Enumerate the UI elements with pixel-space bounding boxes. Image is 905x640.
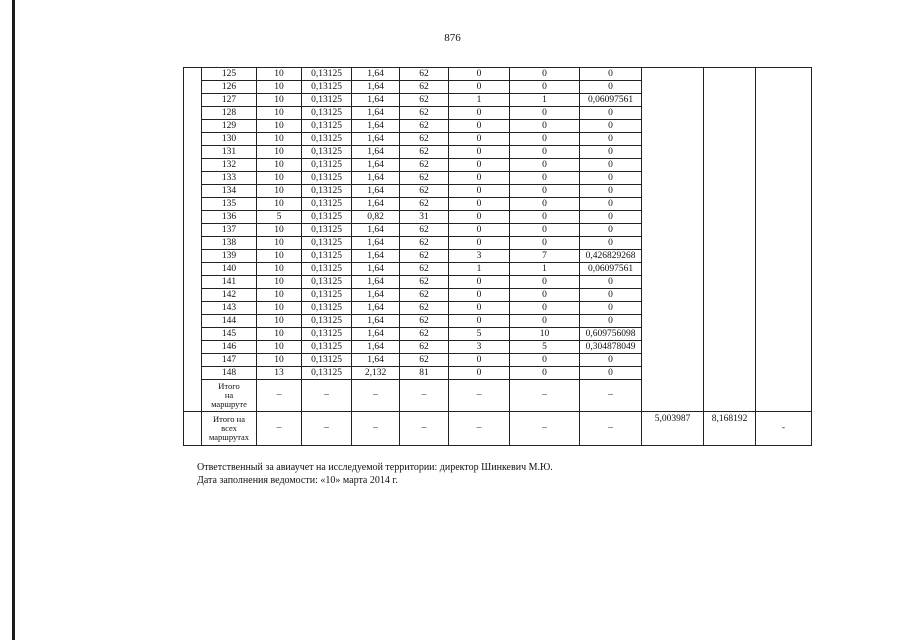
table-cell: 0 — [449, 146, 510, 159]
table-cell: 62 — [400, 159, 449, 172]
table-cell: 0 — [449, 120, 510, 133]
table-cell: 10 — [257, 94, 302, 107]
summary-column-2 — [704, 68, 756, 412]
table-cell: 1,64 — [352, 328, 400, 341]
table-cell: 0,13125 — [302, 81, 352, 94]
table-cell: 62 — [400, 224, 449, 237]
table-cell: 0 — [510, 146, 580, 159]
table-cell: 125 — [202, 68, 257, 81]
table-cell: 0 — [510, 276, 580, 289]
table-cell: 1 — [510, 94, 580, 107]
table-cell: 0 — [580, 133, 642, 146]
table-cell: 1,64 — [352, 94, 400, 107]
all-routes-total-dash: – — [400, 412, 449, 446]
table-cell: 1,64 — [352, 68, 400, 81]
table-cell: 0 — [510, 172, 580, 185]
all-routes-total-label-line: Итого на — [213, 414, 245, 424]
table-cell: 0 — [510, 81, 580, 94]
table-cell: 10 — [257, 159, 302, 172]
table-cell: 62 — [400, 81, 449, 94]
table-cell: 140 — [202, 263, 257, 276]
table-cell: 0,13125 — [302, 237, 352, 250]
all-routes-total-dash: – — [580, 412, 642, 446]
table-cell: 3 — [449, 341, 510, 354]
scan-edge-line — [12, 0, 15, 640]
table-cell: 62 — [400, 289, 449, 302]
all-routes-total-dash: – — [257, 412, 302, 446]
table-cell: 0 — [449, 172, 510, 185]
table-cell: 148 — [202, 367, 257, 380]
table-cell: 1,64 — [352, 159, 400, 172]
table-cell: 0 — [510, 68, 580, 81]
table-cell: 0 — [580, 276, 642, 289]
table-cell: 1,64 — [352, 224, 400, 237]
table-cell: 0,304878049 — [580, 341, 642, 354]
table-cell: 62 — [400, 133, 449, 146]
route-total-label-line: маршруте — [211, 399, 247, 409]
table-cell: 0 — [580, 367, 642, 380]
table-cell: 62 — [400, 328, 449, 341]
table-cell: 13 — [257, 367, 302, 380]
table-cell: 0 — [449, 133, 510, 146]
table-cell: 0 — [510, 237, 580, 250]
route-total-dash: – — [302, 380, 352, 412]
table-cell: 0 — [510, 211, 580, 224]
table-cell: 0 — [449, 68, 510, 81]
table-cell: 1,64 — [352, 354, 400, 367]
table-cell: 0 — [580, 237, 642, 250]
table-cell: 0 — [580, 120, 642, 133]
table-cell: 10 — [257, 263, 302, 276]
table-cell: 142 — [202, 289, 257, 302]
left-margin-cell — [184, 412, 202, 446]
table-cell: 135 — [202, 198, 257, 211]
table-cell: 0,13125 — [302, 185, 352, 198]
table-cell: 0 — [449, 315, 510, 328]
table-cell: 0,13125 — [302, 198, 352, 211]
table-cell: 0,13125 — [302, 68, 352, 81]
table-cell: 0,13125 — [302, 159, 352, 172]
summary-column-3 — [756, 68, 812, 412]
all-routes-total-label-line: всех — [221, 423, 237, 433]
table-cell: 0 — [449, 237, 510, 250]
table-cell: 1,64 — [352, 120, 400, 133]
table-cell: 0,13125 — [302, 120, 352, 133]
table-cell: 62 — [400, 120, 449, 133]
census-table — [183, 67, 812, 446]
table-cell: 143 — [202, 302, 257, 315]
table-cell: 0,13125 — [302, 276, 352, 289]
table-cell: 0,06097561 — [580, 263, 642, 276]
table-cell: 0 — [449, 185, 510, 198]
table-cell: 5 — [257, 211, 302, 224]
table-cell: 0 — [510, 354, 580, 367]
table-cell: 10 — [510, 328, 580, 341]
table-cell: 62 — [400, 315, 449, 328]
table-cell: 131 — [202, 146, 257, 159]
table-cell: 62 — [400, 185, 449, 198]
table-cell: 10 — [257, 302, 302, 315]
table-cell: 62 — [400, 172, 449, 185]
left-margin-cell — [184, 68, 202, 412]
all-routes-total-value-3: - — [756, 412, 812, 446]
table-cell: 0 — [580, 198, 642, 211]
table-cell: 139 — [202, 250, 257, 263]
table-cell: 133 — [202, 172, 257, 185]
table-cell: 0,13125 — [302, 133, 352, 146]
date-line: Дата заполнения ведомости: «10» марта 2014 г. — [197, 475, 398, 486]
all-routes-total-value-2: 8,168192 — [704, 412, 756, 446]
table-cell: 1,64 — [352, 185, 400, 198]
page-number: 876 — [444, 32, 461, 44]
table-cell: 62 — [400, 354, 449, 367]
table-cell: 1,64 — [352, 302, 400, 315]
table-cell: 10 — [257, 107, 302, 120]
table-cell: 0 — [580, 211, 642, 224]
all-routes-total-row — [184, 412, 812, 446]
table-cell: 10 — [257, 250, 302, 263]
table-cell: 0 — [580, 302, 642, 315]
table-cell: 0 — [510, 367, 580, 380]
table-cell: 7 — [510, 250, 580, 263]
table-cell: 10 — [257, 185, 302, 198]
table-cell: 1,64 — [352, 237, 400, 250]
table-cell: 10 — [257, 198, 302, 211]
table-cell: 144 — [202, 315, 257, 328]
table-cell: 0 — [580, 224, 642, 237]
table-cell: 138 — [202, 237, 257, 250]
table-cell: 126 — [202, 81, 257, 94]
table-cell: 0,13125 — [302, 289, 352, 302]
table-cell: 0 — [510, 224, 580, 237]
table-cell: 0 — [580, 81, 642, 94]
table-cell: 0 — [449, 367, 510, 380]
all-routes-total-dash: – — [352, 412, 400, 446]
table-cell: 137 — [202, 224, 257, 237]
route-total-dash: – — [352, 380, 400, 412]
table-cell: 0,13125 — [302, 146, 352, 159]
table-cell: 1 — [449, 263, 510, 276]
table-cell: 0 — [510, 120, 580, 133]
all-routes-total-value-1: 5,003987 — [642, 412, 704, 446]
table-cell: 130 — [202, 133, 257, 146]
table-cell: 0 — [510, 302, 580, 315]
table-cell: 0,13125 — [302, 354, 352, 367]
route-total-dash: – — [580, 380, 642, 412]
table-cell: 62 — [400, 302, 449, 315]
all-routes-total-dash: – — [302, 412, 352, 446]
table-cell: 0,06097561 — [580, 94, 642, 107]
table-cell: 0 — [510, 198, 580, 211]
table-cell: 1 — [510, 263, 580, 276]
table-cell: 62 — [400, 250, 449, 263]
table-cell: 0,82 — [352, 211, 400, 224]
table-cell: 0 — [510, 185, 580, 198]
table-cell: 62 — [400, 94, 449, 107]
table-cell: 10 — [257, 224, 302, 237]
table-cell: 0,13125 — [302, 107, 352, 120]
table-cell: 0,13125 — [302, 263, 352, 276]
all-routes-total-label — [202, 412, 257, 446]
table-cell: 0 — [449, 159, 510, 172]
table-cell: 1,64 — [352, 250, 400, 263]
table-cell: 136 — [202, 211, 257, 224]
table-cell: 10 — [257, 341, 302, 354]
table-cell: 0,13125 — [302, 302, 352, 315]
summary-column-1 — [642, 68, 704, 412]
table-cell: 0 — [449, 198, 510, 211]
footer-block — [197, 461, 553, 487]
table-cell: 1,64 — [352, 107, 400, 120]
table-cell: 1,64 — [352, 172, 400, 185]
table-cell: 2,132 — [352, 367, 400, 380]
table-cell: 0 — [510, 133, 580, 146]
table-cell: 0 — [449, 354, 510, 367]
table-cell: 147 — [202, 354, 257, 367]
table-cell: 134 — [202, 185, 257, 198]
table-cell: 141 — [202, 276, 257, 289]
table-cell: 62 — [400, 263, 449, 276]
table-cell: 5 — [510, 341, 580, 354]
table-cell: 0,13125 — [302, 211, 352, 224]
table-cell: 0 — [510, 289, 580, 302]
table-cell: 146 — [202, 341, 257, 354]
table-cell: 0,13125 — [302, 315, 352, 328]
table-cell: 0 — [580, 354, 642, 367]
table-cell: 62 — [400, 198, 449, 211]
all-routes-total-dash: – — [449, 412, 510, 446]
table-cell: 0 — [580, 289, 642, 302]
table-cell: 3 — [449, 250, 510, 263]
table-cell: 62 — [400, 341, 449, 354]
table-cell: 0,13125 — [302, 328, 352, 341]
table-cell: 0,426829268 — [580, 250, 642, 263]
table-cell: 10 — [257, 237, 302, 250]
table-cell: 10 — [257, 120, 302, 133]
table-cell: 128 — [202, 107, 257, 120]
table-cell: 5 — [449, 328, 510, 341]
table-cell: 0 — [580, 185, 642, 198]
table-cell: 1,64 — [352, 276, 400, 289]
table-cell: 0 — [449, 302, 510, 315]
table-cell: 0 — [449, 276, 510, 289]
table-cell: 1,64 — [352, 289, 400, 302]
all-routes-total-dash: – — [510, 412, 580, 446]
table-cell: 1,64 — [352, 146, 400, 159]
table-cell: 0 — [510, 315, 580, 328]
table-cell: 129 — [202, 120, 257, 133]
table-cell: 0 — [449, 107, 510, 120]
table-cell: 0 — [580, 315, 642, 328]
table-cell: 10 — [257, 68, 302, 81]
table-cell: 132 — [202, 159, 257, 172]
table-cell: 0 — [580, 172, 642, 185]
route-total-dash: – — [400, 380, 449, 412]
table-cell: 0,13125 — [302, 367, 352, 380]
table-cell: 10 — [257, 354, 302, 367]
responsible-line: Ответственный за авиаучет на исследуемой территории: директор Шинкевич М.Ю. — [197, 462, 553, 473]
table-cell: 1,64 — [352, 263, 400, 276]
table-row — [184, 68, 812, 81]
table-cell: 0,13125 — [302, 172, 352, 185]
table-cell: 10 — [257, 81, 302, 94]
table-cell: 0,13125 — [302, 341, 352, 354]
table-cell: 10 — [257, 133, 302, 146]
table-cell: 0 — [449, 289, 510, 302]
table-cell: 10 — [257, 328, 302, 341]
table-cell: 0 — [580, 146, 642, 159]
table-cell: 62 — [400, 146, 449, 159]
table-cell: 10 — [257, 146, 302, 159]
table-cell: 0 — [510, 107, 580, 120]
table-cell: 62 — [400, 68, 449, 81]
table-cell: 1,64 — [352, 341, 400, 354]
route-total-label-line: Итого — [218, 381, 240, 391]
table-cell: 10 — [257, 172, 302, 185]
table-cell: 62 — [400, 237, 449, 250]
all-routes-total-label-line: маршрутах — [208, 432, 250, 442]
route-total-dash: – — [257, 380, 302, 412]
route-total-dash: – — [449, 380, 510, 412]
table-cell: 62 — [400, 107, 449, 120]
table-cell: 10 — [257, 315, 302, 328]
table-cell: 31 — [400, 211, 449, 224]
table-cell: 1,64 — [352, 81, 400, 94]
table-cell: 1,64 — [352, 198, 400, 211]
table-cell: 0 — [449, 224, 510, 237]
table-cell: 0,13125 — [302, 250, 352, 263]
table-cell: 62 — [400, 276, 449, 289]
table-cell: 0,13125 — [302, 224, 352, 237]
table-cell: 145 — [202, 328, 257, 341]
table-cell: 0 — [510, 159, 580, 172]
table-cell: 10 — [257, 289, 302, 302]
route-total-label-line: на — [224, 390, 234, 400]
route-total-label — [202, 380, 257, 412]
table-body — [184, 68, 812, 446]
table-cell: 0 — [580, 159, 642, 172]
table-cell: 0 — [449, 81, 510, 94]
table-cell: 10 — [257, 276, 302, 289]
table-cell: 81 — [400, 367, 449, 380]
route-total-dash: – — [510, 380, 580, 412]
table-cell: 0,13125 — [302, 94, 352, 107]
table-cell: 0 — [449, 211, 510, 224]
table-cell: 1,64 — [352, 133, 400, 146]
table-cell: 1,64 — [352, 315, 400, 328]
table-cell: 0 — [580, 68, 642, 81]
table-cell: 0,609756098 — [580, 328, 642, 341]
table-cell: 127 — [202, 94, 257, 107]
table-cell: 0 — [580, 107, 642, 120]
table-cell: 1 — [449, 94, 510, 107]
